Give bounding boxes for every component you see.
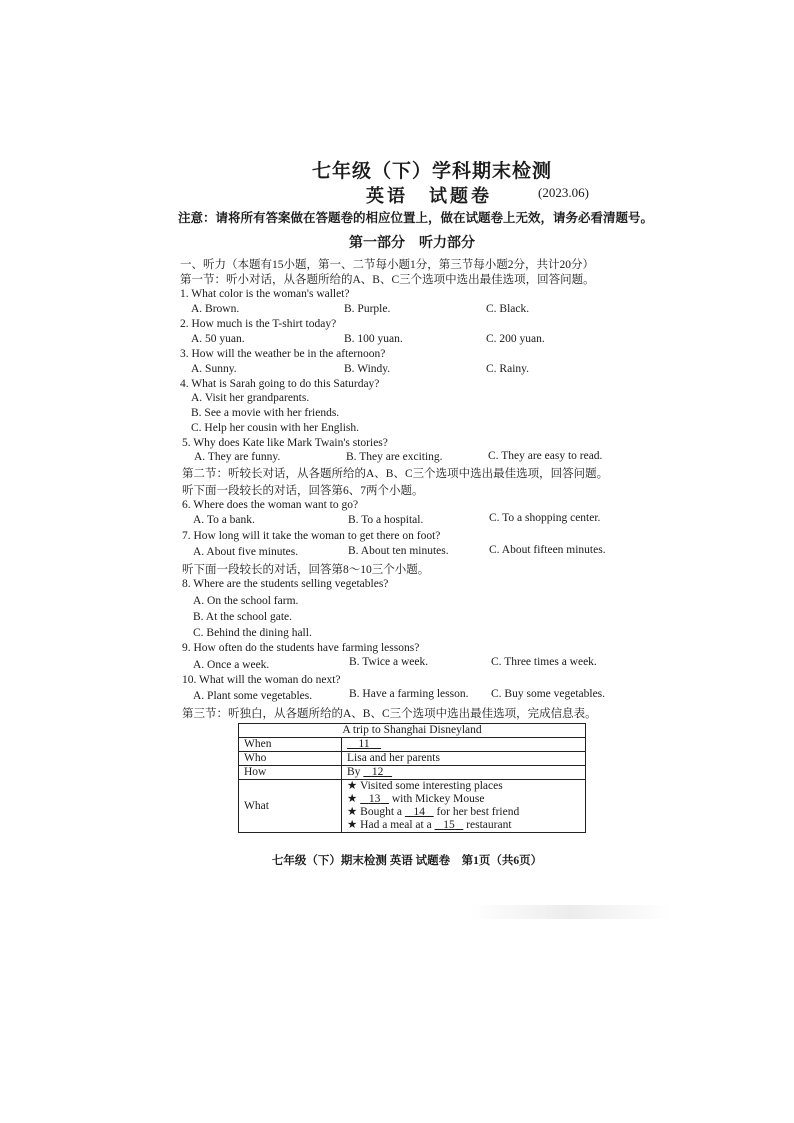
q5-option-b: B. They are exciting. (346, 451, 443, 463)
what-item-4-text: restaurant (466, 819, 512, 831)
q4-option-b: B. See a movie with her friends. (191, 407, 340, 419)
q8-option-c: C. Behind the dining hall. (193, 627, 312, 639)
question-5: 5. Why does Kate like Mark Twain's stories? (182, 437, 388, 449)
table-row (239, 752, 586, 766)
what-item-4-prefix: ★ Had a meal at a (347, 819, 432, 831)
blank-12-number: 12 (371, 766, 384, 778)
question-1: 1. What color is the woman's wallet? (180, 288, 350, 300)
section-2-sub-1: 听下面一段较长的对话，回答第6、7两个小题。 (182, 485, 424, 497)
q4-option-a: A. Visit her grandparents. (191, 392, 310, 404)
question-2: 2. How much is the T-shirt today? (180, 318, 337, 330)
q1-option-c: C. Black. (486, 303, 530, 315)
star-icon: ★ (347, 793, 358, 805)
section-1-instructions: 第一节：听小对话，从各题所给的A、B、C三个选项中选出最佳选项，回答问题。 (180, 274, 595, 286)
blank-14 (405, 806, 434, 818)
info-table (238, 723, 586, 833)
who-value: Lisa and her parents (342, 752, 586, 766)
q7-option-b: B. About ten minutes. (348, 545, 449, 557)
q9-option-a: A. Once a week. (193, 659, 270, 671)
blank-13-number: 13 (368, 793, 381, 805)
what-item-3-text: for her best friend (436, 806, 520, 818)
question-7: 7. How long will it take the woman to get there on foot? (182, 530, 441, 542)
question-8: 8. Where are the students selling vegetables? (182, 578, 389, 590)
question-3: 3. How will the weather be in the afternoon? (180, 348, 386, 360)
q5-option-c: C. They are easy to read. (488, 450, 603, 462)
q10-option-a: A. Plant some vegetables. (193, 690, 313, 702)
section-2-instructions: 第二节：听较长对话，从各题所给的A、B、C三个选项中选出最佳选项，回答问题。 (182, 468, 609, 480)
page-footer: 七年级（下）期末检测 英语 试题卷 第1页（共6页） (271, 855, 543, 867)
notice: 注意：请将所有答案做在答题卷的相应位置上，做在试题卷上无效，请务必看清题号。 (178, 211, 654, 225)
q6-option-b: B. To a hospital. (348, 514, 424, 526)
section-3-instructions: 第三节：听独白，从各题所给的A、B、C三个选项中选出最佳选项，完成信息表。 (182, 708, 597, 720)
q3-option-c: C. Rainy. (486, 363, 530, 375)
q4-option-c: C. Help her cousin with her English. (191, 422, 360, 434)
when-label: When (239, 738, 342, 752)
q2-option-c: C. 200 yuan. (486, 333, 545, 345)
question-9: 9. How often do the students have farming lessons? (182, 642, 420, 654)
blank-12 (363, 766, 392, 778)
blank-15 (435, 819, 464, 831)
section-2-sub-2: 听下面一段较长的对话，回答第8～10三个小题。 (182, 564, 430, 576)
how-prefix: By (347, 766, 361, 778)
q8-option-b: B. At the school gate. (193, 611, 293, 623)
what-item-3-prefix: ★ Bought a (347, 806, 403, 818)
q3-option-b: B. Windy. (344, 363, 391, 375)
q1-option-a: A. Brown. (191, 303, 240, 315)
what-item-1: ★ Visited some interesting places (347, 780, 503, 792)
q10-option-c: C. Buy some vegetables. (491, 688, 606, 700)
what-item-2 (347, 793, 580, 806)
q7-option-c: C. About fifteen minutes. (489, 544, 606, 556)
table-title: A trip to Shanghai Disneyland (239, 724, 586, 738)
what-item-3 (347, 806, 580, 819)
how-label: How (239, 766, 342, 780)
table-row (239, 780, 586, 833)
what-cell (342, 780, 586, 833)
scan-smudge (470, 905, 670, 919)
q8-option-a: A. On the school farm. (193, 595, 299, 607)
question-4: 4. What is Sarah going to do this Saturday? (180, 378, 380, 390)
blank-15-number: 15 (443, 819, 455, 831)
part-heading: 第一部分 听力部分 (349, 236, 475, 251)
exam-date: (2023.06) (538, 185, 589, 200)
how-cell (342, 766, 586, 780)
question-6: 6. Where does the woman want to go? (182, 499, 359, 511)
q2-option-a: A. 50 yuan. (191, 333, 245, 345)
table-row (239, 766, 586, 780)
q1-option-b: B. Purple. (344, 303, 391, 315)
exam-title: 七年级（下）学科期末检测 (311, 161, 552, 182)
blank-11 (347, 738, 381, 750)
blank-14-number: 14 (413, 806, 426, 818)
q9-option-b: B. Twice a week. (349, 656, 429, 668)
q6-option-c: C. To a shopping center. (489, 512, 601, 524)
q10-option-b: B. Have a farming lesson. (349, 688, 469, 700)
question-10: 10. What will the woman do next? (182, 674, 341, 686)
blank-13 (360, 793, 389, 805)
what-label: What (239, 780, 342, 833)
q6-option-a: A. To a bank. (193, 514, 255, 526)
exam-subtitle: 英语 试题卷 (366, 186, 492, 206)
table-title-row (239, 724, 586, 738)
section-intro: 一、听力（本题有15小题，第一、二节每小题1分，第三节每小题2分，共计20分） (180, 259, 594, 271)
q3-option-a: A. Sunny. (191, 363, 237, 375)
table-row (239, 738, 586, 752)
what-item-4 (347, 819, 580, 832)
q5-option-a: A. They are funny. (194, 451, 281, 463)
q7-option-a: A. About five minutes. (193, 546, 299, 558)
what-item-2-text: with Mickey Mouse (391, 793, 485, 805)
who-label: Who (239, 752, 342, 766)
when-cell (342, 738, 586, 752)
blank-11-number: 11 (358, 738, 370, 750)
q9-option-c: C. Three times a week. (491, 656, 597, 668)
q2-option-b: B. 100 yuan. (344, 333, 403, 345)
